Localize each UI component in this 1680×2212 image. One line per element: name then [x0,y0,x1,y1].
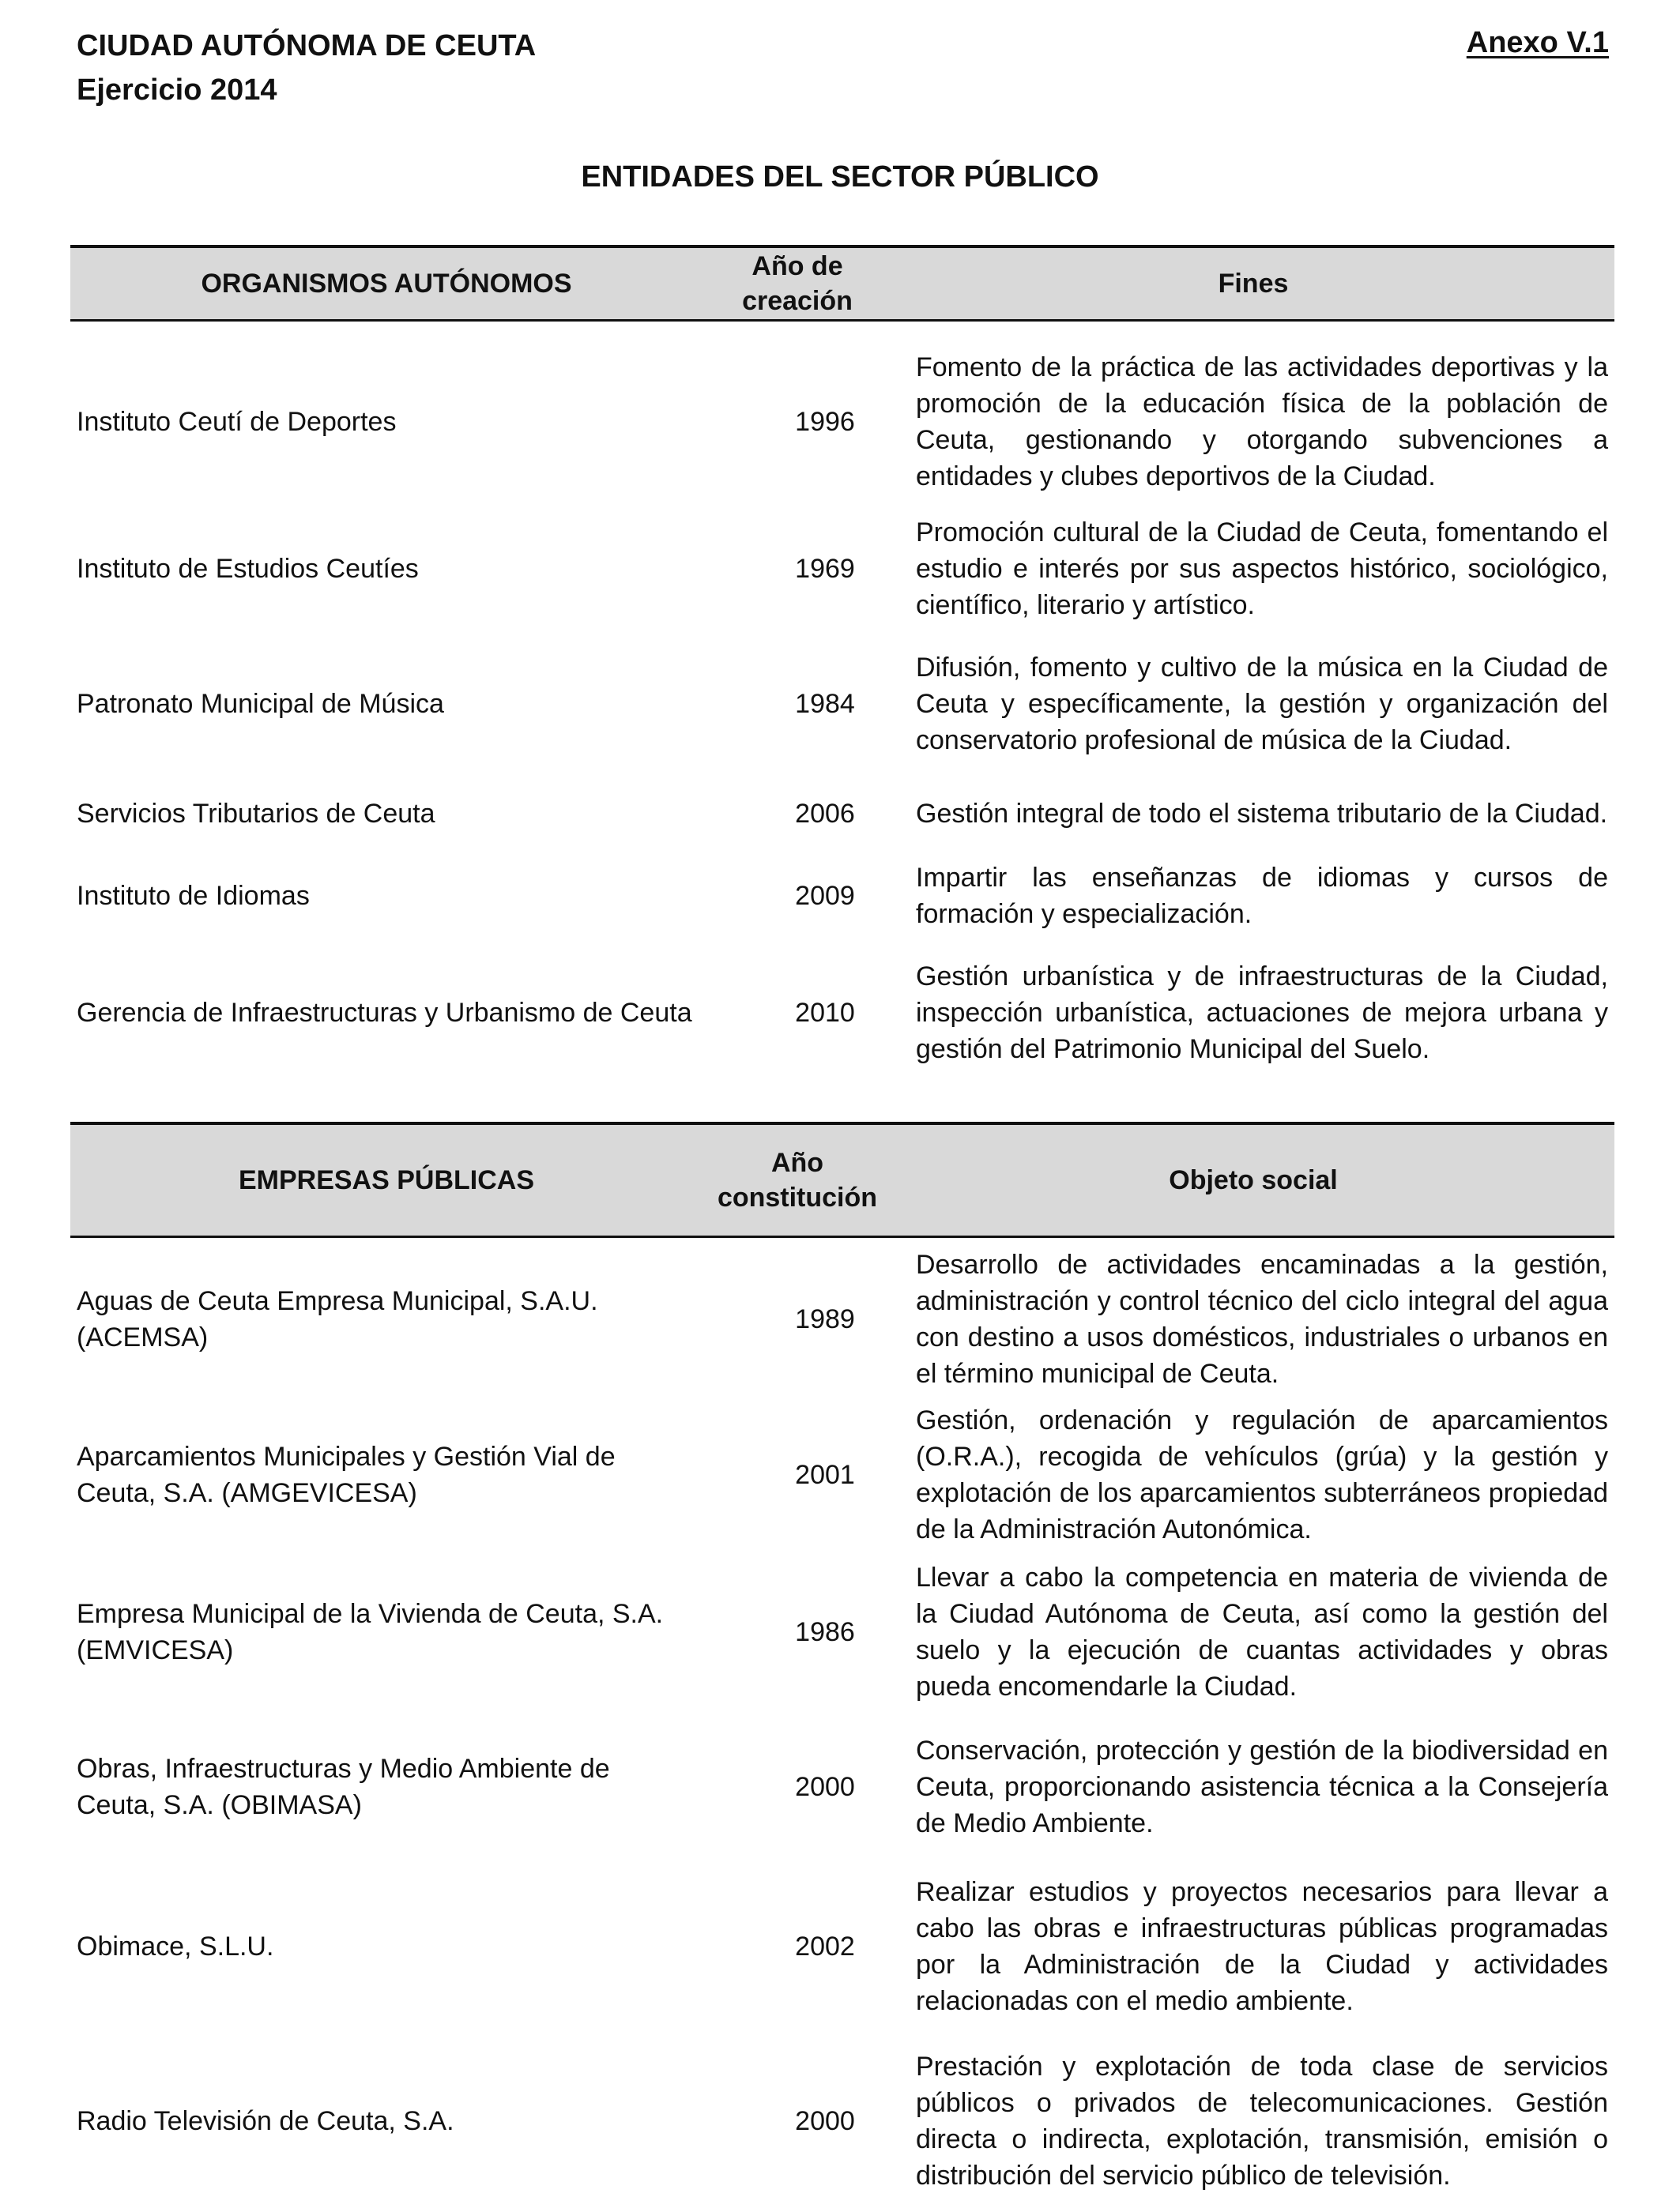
entity-name: Obimace, S.L.U. [77,1931,274,1962]
entity-purpose: Difusión, fomento y cultivo de la música en la Ciudad de Ceuta y específicamente, la gestión y organización del conservatorio profesional de música de la Ciudad. [916,652,1608,755]
column-header-purpose: Fines [892,246,1614,321]
column-header-entity: ORGANISMOS AUTÓNOMOS [70,246,703,321]
spacer-row [70,321,1614,344]
entity-year: 1986 [795,1616,855,1647]
table-row [70,1553,1614,1711]
column-header-year-line1: Año de [751,251,843,281]
entity-name: Aparcamientos Municipales y Gestión Vial de Ceuta, S.A. (AMGEVICESA) [77,1441,616,1508]
entity-year: 1984 [795,688,855,719]
page-title: ENTIDADES DEL SECTOR PÚBLICO [581,160,1099,194]
entity-name: Obras, Infraestructuras y Medio Ambiente de Ceuta, S.A. (OBIMASA) [77,1753,610,1820]
entity-year: 2001 [795,1459,855,1490]
entity-purpose: Realizar estudios y proyectos necesarios para llevar a cabo las obras e infraestructuras públicas programadas por la Administración de la Ciudad y actividades relacionadas con el medio ambiente. [916,1876,1608,2016]
document-header [77,24,536,112]
column-header-year [703,1123,892,1237]
entity-name: Gerencia de Infraestructuras y Urbanismo de Ceuta [77,997,692,1028]
entity-name: Instituto de Estudios Ceutíes [77,553,419,584]
entity-year: 1989 [795,1304,855,1334]
column-header-year-line1: Año [770,1148,824,1178]
table-header-row [70,1123,1614,1237]
entity-name: Servicios Tributarios de Ceuta [77,798,435,829]
table-row [70,769,1614,858]
entity-year: 2010 [795,997,855,1028]
entity-year: 2009 [795,880,855,911]
column-header-year-line2: constitución [717,1183,878,1213]
table-row [70,934,1614,1092]
entity-year: 2002 [795,1931,855,1962]
entity-purpose: Llevar a cabo la competencia en materia de vivienda de la Ciudad Autónoma de Ceuta, así como la gestión del suelo y la ejecución de cuantas actividades y obras pueda encomendarle la Ciudad. [916,1562,1608,1702]
empresas-table [70,1122,1614,2212]
organismos-table [70,245,1614,1092]
entity-year: 1969 [795,553,855,584]
annex-label: Anexo V.1 [1466,26,1609,59]
table-row [70,1242,1614,1397]
entity-year: 2000 [795,1771,855,1802]
entity-name: Instituto de Idiomas [77,880,310,911]
entity-purpose: Gestión urbanística y de infraestructuras de la Ciudad, inspección urbanística, actuaciones de mejora urbana y gestión del Patrimonio Municipal del Suelo. [916,961,1608,1064]
entity-name: Empresa Municipal de la Vivienda de Ceuta, S.A. (EMVICESA) [77,1598,664,1665]
entity-purpose: Gestión integral de todo el sistema tributario de la Ciudad. [916,798,1608,829]
entity-purpose: Fomento de la práctica de las actividades deportivas y la promoción de la educación física de la población de Ceuta, gestionando y otorgando subvenciones a entidades y clubes deportivos de la Ciudad. [916,352,1608,491]
entity-purpose: Impartir las enseñanzas de idiomas y cursos de formación y especialización. [916,862,1608,929]
entity-name: Aguas de Ceuta Empresa Municipal, S.A.U. (ACEMSA) [77,1285,598,1352]
entity-year: 2006 [795,798,855,829]
table-row [70,1863,1614,2030]
column-header-entity: EMPRESAS PÚBLICAS [70,1123,703,1237]
table-row [70,1711,1614,1863]
table-row [70,344,1614,499]
spacer-cell [70,321,1614,344]
table-row [70,638,1614,769]
table-row [70,499,1614,638]
table-row [70,2030,1614,2212]
organization-name: CIUDAD AUTÓNOMA DE CEUTA [77,29,537,62]
entity-name: Patronato Municipal de Música [77,688,444,719]
entity-purpose: Conservación, protección y gestión de la biodiversidad en Ceuta, proporcionando asistencia técnica a la Consejería de Medio Ambiente. [916,1735,1608,1838]
fiscal-year: Ejercicio 2014 [77,73,277,107]
entity-purpose: Promoción cultural de la Ciudad de Ceuta, fomentando el estudio e interés por sus aspectos histórico, sociológico, científico, literario y artístico. [916,517,1608,620]
table-row [70,858,1614,934]
column-header-year [703,246,892,321]
entity-year: 1996 [795,406,855,437]
entity-purpose: Prestación y explotación de toda clase de servicios públicos o privados de telecomunicaciones. Gestión directa o indirecta, explotación, transmisión, emisión o distribución del servicio público de televisión. [916,2051,1608,2191]
column-header-purpose: Objeto social [892,1123,1614,1237]
entity-year: 2000 [795,2105,855,2136]
table-row [70,1397,1614,1553]
entity-name: Instituto Ceutí de Deportes [77,406,397,437]
table-header-row [70,246,1614,321]
entity-purpose: Desarrollo de actividades encaminadas a la gestión, administración y control técnico del ciclo integral del agua con destino a usos domésticos, industriales o urbanos en el término municipal de Ceuta. [916,1249,1608,1389]
entity-purpose: Gestión, ordenación y regulación de aparcamientos (O.R.A.), recogida de vehículos (grúa) y la gestión y explotación de los aparcamientos subterráneos propiedad de la Administración Autonómica. [916,1405,1608,1544]
column-header-year-line2: creación [742,286,853,316]
entity-name: Radio Televisión de Ceuta, S.A. [77,2105,454,2136]
